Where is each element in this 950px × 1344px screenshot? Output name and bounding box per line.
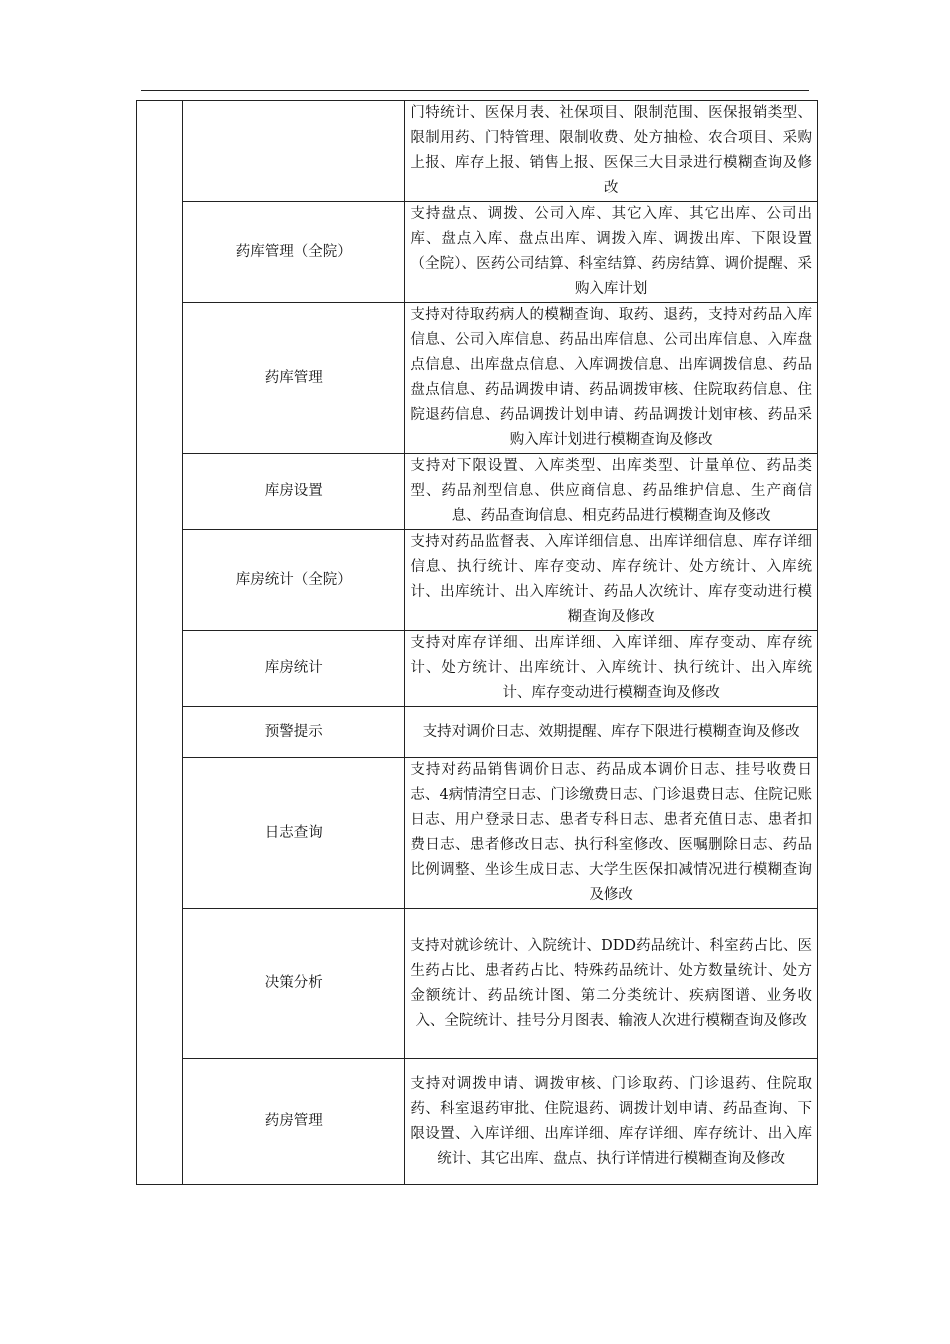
table-row [137,707,818,758]
table-row [137,530,818,631]
table-row [137,1059,818,1185]
table-row [137,303,818,454]
description-cell: 支持对待取药病人的模糊查询、取药、退药，支持对药品入库信息、公司入库信息、药品出库信息、公司出库信息、入库盘点信息、出库盘点信息、入库调拨信息、出库调拨信息、药品盘点信息、药品调拨申请、药品调拨审核、住院取药信息、住院退药信息、药品调拨计划申请、药品调拨计划审核、药品采购入库计划进行模糊查询及修改 [405,303,818,454]
table-row [137,202,818,303]
group-cell [137,101,183,1185]
description-cell: 支持对药品销售调价日志、药品成本调价日志、挂号收费日志、4病情清空日志、门诊缴费日志、门诊退费日志、住院记账日志、用户登录日志、患者专科日志、患者充值日志、患者扣费日志、患者修改日志、执行科室修改、医嘱删除日志、药品比例调整、坐诊生成日志、大学生医保扣减情况进行模糊查询及修改 [405,758,818,909]
description-cell: 支持对调拨申请、调拨审核、门诊取药、门诊退药、住院取药、科室退药审批、住院退药、调拨计划申请、药品查询、下限设置、入库详细、出库详细、库存详细、库存统计、出入库统计、其它出库、盘点、执行详情进行模糊查询及修改 [405,1059,818,1185]
module-cell: 库房统计 [183,631,405,707]
table-row [137,758,818,909]
module-cell: 库房设置 [183,454,405,530]
description-cell: 支持对下限设置、入库类型、出库类型、计量单位、药品类型、药品剂型信息、供应商信息、药品维护信息、生产商信息、药品查询信息、相克药品进行模糊查询及修改 [405,454,818,530]
table-row [137,631,818,707]
module-cell: 预警提示 [183,707,405,758]
description-cell: 支持对调价日志、效期提醒、库存下限进行模糊查询及修改 [405,707,818,758]
module-cell: 库房统计（全院） [183,530,405,631]
module-cell: 药库管理（全院） [183,202,405,303]
module-cell: 药房管理 [183,1059,405,1185]
description-cell: 支持对就诊统计、入院统计、DDD药品统计、科室药占比、医生药占比、患者药占比、特殊药品统计、处方数量统计、处方金额统计、药品统计图、第二分类统计、疾病图谱、业务收入、全院统计、挂号分月图表、输液人次进行模糊查询及修改 [405,909,818,1059]
module-cell: 日志查询 [183,758,405,909]
module-cell: 决策分析 [183,909,405,1059]
description-cell: 门特统计、医保月表、社保项目、限制范围、医保报销类型、限制用药、门特管理、限制收费、处方抽检、农合项目、采购上报、库存上报、销售上报、医保三大目录进行模糊查询及修改 [405,101,818,202]
table-row [137,101,818,202]
feature-table [136,100,818,1185]
table-row [137,454,818,530]
description-cell: 支持盘点、调拨、公司入库、其它入库、其它出库、公司出库、盘点入库、盘点出库、调拨入库、调拨出库、下限设置（全院）、医药公司结算、科室结算、药房结算、调价提醒、采购入库计划 [405,202,818,303]
description-cell: 支持对药品监督表、入库详细信息、出库详细信息、库存详细信息、执行统计、库存变动、库存统计、处方统计、入库统计、出库统计、出入库统计、药品人次统计、库存变动进行模糊查询及修改 [405,530,818,631]
table-row [137,909,818,1059]
module-cell [183,101,405,202]
description-cell: 支持对库存详细、出库详细、入库详细、库存变动、库存统计、处方统计、出库统计、入库统计、执行统计、出入库统计、库存变动进行模糊查询及修改 [405,631,818,707]
header-rule [141,90,809,91]
module-cell: 药库管理 [183,303,405,454]
